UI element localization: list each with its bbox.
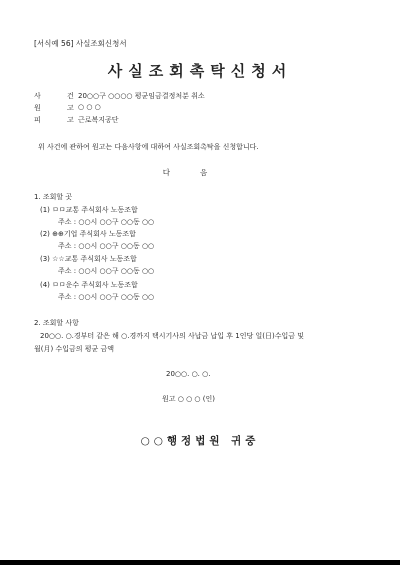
document-title: 사실조회촉탁신청서 xyxy=(107,62,293,80)
defendant-value: 근로복지공단 xyxy=(78,116,119,124)
plaintiff-row xyxy=(34,103,364,113)
plaintiff-key: 원 고 xyxy=(34,104,86,112)
form-label: [서식예 56] 사실조회신청서 xyxy=(34,39,127,48)
dahum-heading: 다음 xyxy=(162,168,238,177)
section1-heading: 1. 조회할 곳 xyxy=(34,193,73,201)
place-name: (1) ㅁㅁ교통 주식회사 노동조합 xyxy=(40,206,138,214)
intro-text: 위 사건에 관하여 원고는 다음사항에 대하여 사실조회촉탁을 신청합니다. xyxy=(38,143,259,151)
case-row xyxy=(34,91,364,101)
place-name: (2) ⊕⊕기업 주식회사 노동조합 xyxy=(40,230,136,238)
section2-heading: 2. 조회할 사항 xyxy=(34,319,79,327)
place-name: (4) ㅁㅁ운수 주식회사 노동조합 xyxy=(40,281,138,289)
court-addressee: ○○행정법원 귀중 xyxy=(140,435,260,447)
case-value: 20○○구 ○○○○ 평균임금결정처분 취소 xyxy=(78,92,205,100)
place-address: 주소 : ○○시 ○○구 ○○동 ○○ xyxy=(58,242,155,250)
place-address: 주소 : ○○시 ○○구 ○○동 ○○ xyxy=(58,293,155,301)
case-key: 사 건 xyxy=(34,92,86,100)
signature-line: 원고 ○ ○ ○ (인) xyxy=(162,395,215,403)
plaintiff-value: ○ ○ ○ xyxy=(78,103,101,111)
inquiry-line-2: 월(月) 수입금의 평균 금액 xyxy=(34,345,114,353)
defendant-key: 피 고 xyxy=(34,116,86,124)
place-address: 주소 : ○○시 ○○구 ○○동 ○○ xyxy=(58,218,155,226)
place-name: (3) ☆☆교통 주식회사 노동조합 xyxy=(40,255,137,263)
defendant-row xyxy=(34,115,364,125)
bottom-border xyxy=(0,560,400,565)
document-date: 20○○. ○. ○. xyxy=(166,370,211,378)
place-address: 주소 : ○○시 ○○구 ○○동 ○○ xyxy=(58,267,155,275)
inquiry-line-1: 20○○. ○.경부터 같은 해 ○.경까지 택시기사의 사납금 납입 후 1인당 일(日)수입금 및 xyxy=(40,332,304,340)
